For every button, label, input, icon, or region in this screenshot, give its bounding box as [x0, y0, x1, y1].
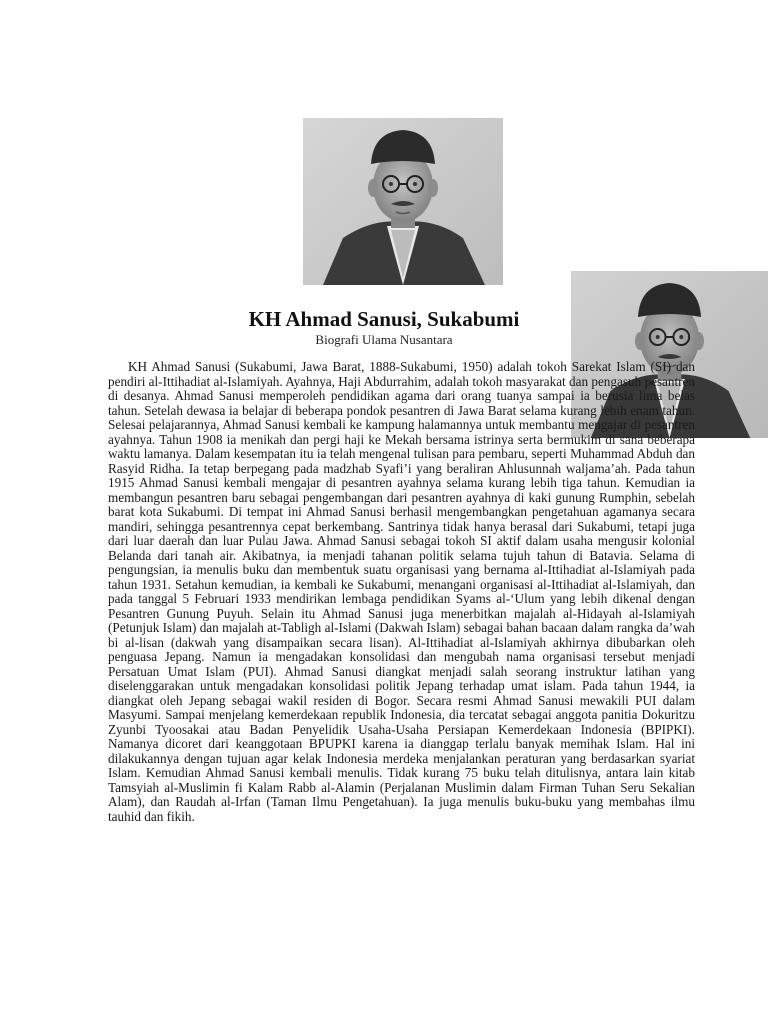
document-title: KH Ahmad Sanusi, Sukabumi [248, 307, 520, 331]
portrait-drawing [303, 118, 503, 285]
biography-paragraph: KH Ahmad Sanusi (Sukabumi, Jawa Barat, 1888-Sukabumi, 1950) adalah tokoh Sarekat Islam (SI) dan pendiri al-Ittihadiat al-Islamiyah. Ayahnya, Haji Abdurrahim, adalah tokoh masyarakat dan pengasuh pesantren di desanya. Ahmad Sanusi memperoleh pendidikan agama dari orang tuanya sampai ia berusia lima belas tahun. Setelah dewasa ia belajar di beberapa pondok pesantren di Jawa Barat selama kurang lebih enam tahun. Selesai pelajarannya, Ahmad Sanusi kembali ke kampung halamannya untuk membantu mengajar di pesantren ayahnya. Tahun 1908 ia menikah dan pergi haji ke Mekah bersama istrinya serta bermukim di sana beberapa waktu lamanya. Dalam kesempatan itu ia telah mengenal tulisan para pembaru, seperti Muhammad Abduh dan Rasyid Ridha. Ia tetap berpegang pada madzhab Syafi’i yang beraliran Ahlusunnah waljama’ah. Pada tahun 1915 Ahmad Sanusi kembali mengajar di pesantren ayahnya selama kurang lebih tiga tahun. Kemudian ia membangun pesantren baru sebagai pengembangan dari pesantren ayahnya di kaki gunung Rumphin, sebelah barat kota Sukabumi. Di tempat ini Ahmad Sanusi berhasil mengembangkan pengetahuan agamanya secara mandiri, sehingga pesantrennya cepat berkembang. Santrinya tidak hanya berasal dari Sukabumi, tetapi juga dari luar daerah dan luar Pulau Jawa. Ahmad Sanusi sebagai tokoh SI aktif dalam usaha mengusir kolonial Belanda dari tanah air. Akibatnya, ia menjadi tahanan politik selama tujuh tahun di Batavia. Selama di pengungsian, ia menulis buku dan membentuk suatu organisasi yang bernama al-Ittihadiat al-Islamiyah pada tahun 1931. Setahun kemudian, ia kembali ke Sukabumi, menangani organisasi al-Ittihadiat al-Islamiyah, dan pada tanggal 5 Februari 1933 mendirikan lembaga pendidikan Syams al-‘Ulum yang lebih dikenal dengan Pesantren Gunung Puyuh. Selain itu Ahmad Sanusi juga menerbitkan majalah al-Hidayah al-Islamiyah (Petunjuk Islam) dan majalah at-Tabligh al-Islami (Dakwah Islam) sebagai bahan bacaan dalam rangka da’wah bi al-lisan (dakwah yang disampaikan secara lisan). Al-Ittihadiat al-Islamiyah akhirnya dibubarkan oleh penguasa Jepang. Namun ia mengadakan konsolidasi dan mengubah nama organisasi tersebut menjadi Persatuan Umat Islam (PUI). Ahmad Sanusi diangkat menjadi salah seorang instruktur latihan yang diselenggarakan untuk mengadakan konsolidasi politik Jepang terhadap umat islam. Pada tahun 1944, ia diangkat oleh Jepang sebagai wakil residen di Bogor. Secara resmi Ahmad Sanusi mewakili PUI dalam Masyumi. Sampai menjelang kemerdekaan republik Indonesia, dia tercatat sebagai anggota panitia Dokuritzu Zyunbi Tyoosakai atau Badan Penyelidik Usaha-Usaha Persiapan Kemerdekaan Indonesia (BPIPKI). Namanya dicoret dari keanggotaan BPUPKI karena ia dianggap terlalu banyak memihak Islam. Hal ini dilakukannya dengan tujuan agar kelak Indonesia merdeka menjalankan peraturan yang berdasarkan syariat Islam. Kemudian Ahmad Sanusi kembali menulis. Tidak kurang 75 buku telah ditulisnya, antara lain kitab Tamsyiah al-Muslimin fi Kalam Rabb al-Alamin (Perjalanan Muslimin dalam Firman Tuhan Seru Sekalian Alam), dan Raudah al-Irfan (Taman Ilmu Pengetahuan). Ia juga menulis buku-buku yang membahas ilmu tauhid dan fikih. [108, 359, 695, 824]
document-subtitle: Biografi Ulama Nusantara [315, 332, 453, 347]
portrait-photo [303, 118, 503, 285]
